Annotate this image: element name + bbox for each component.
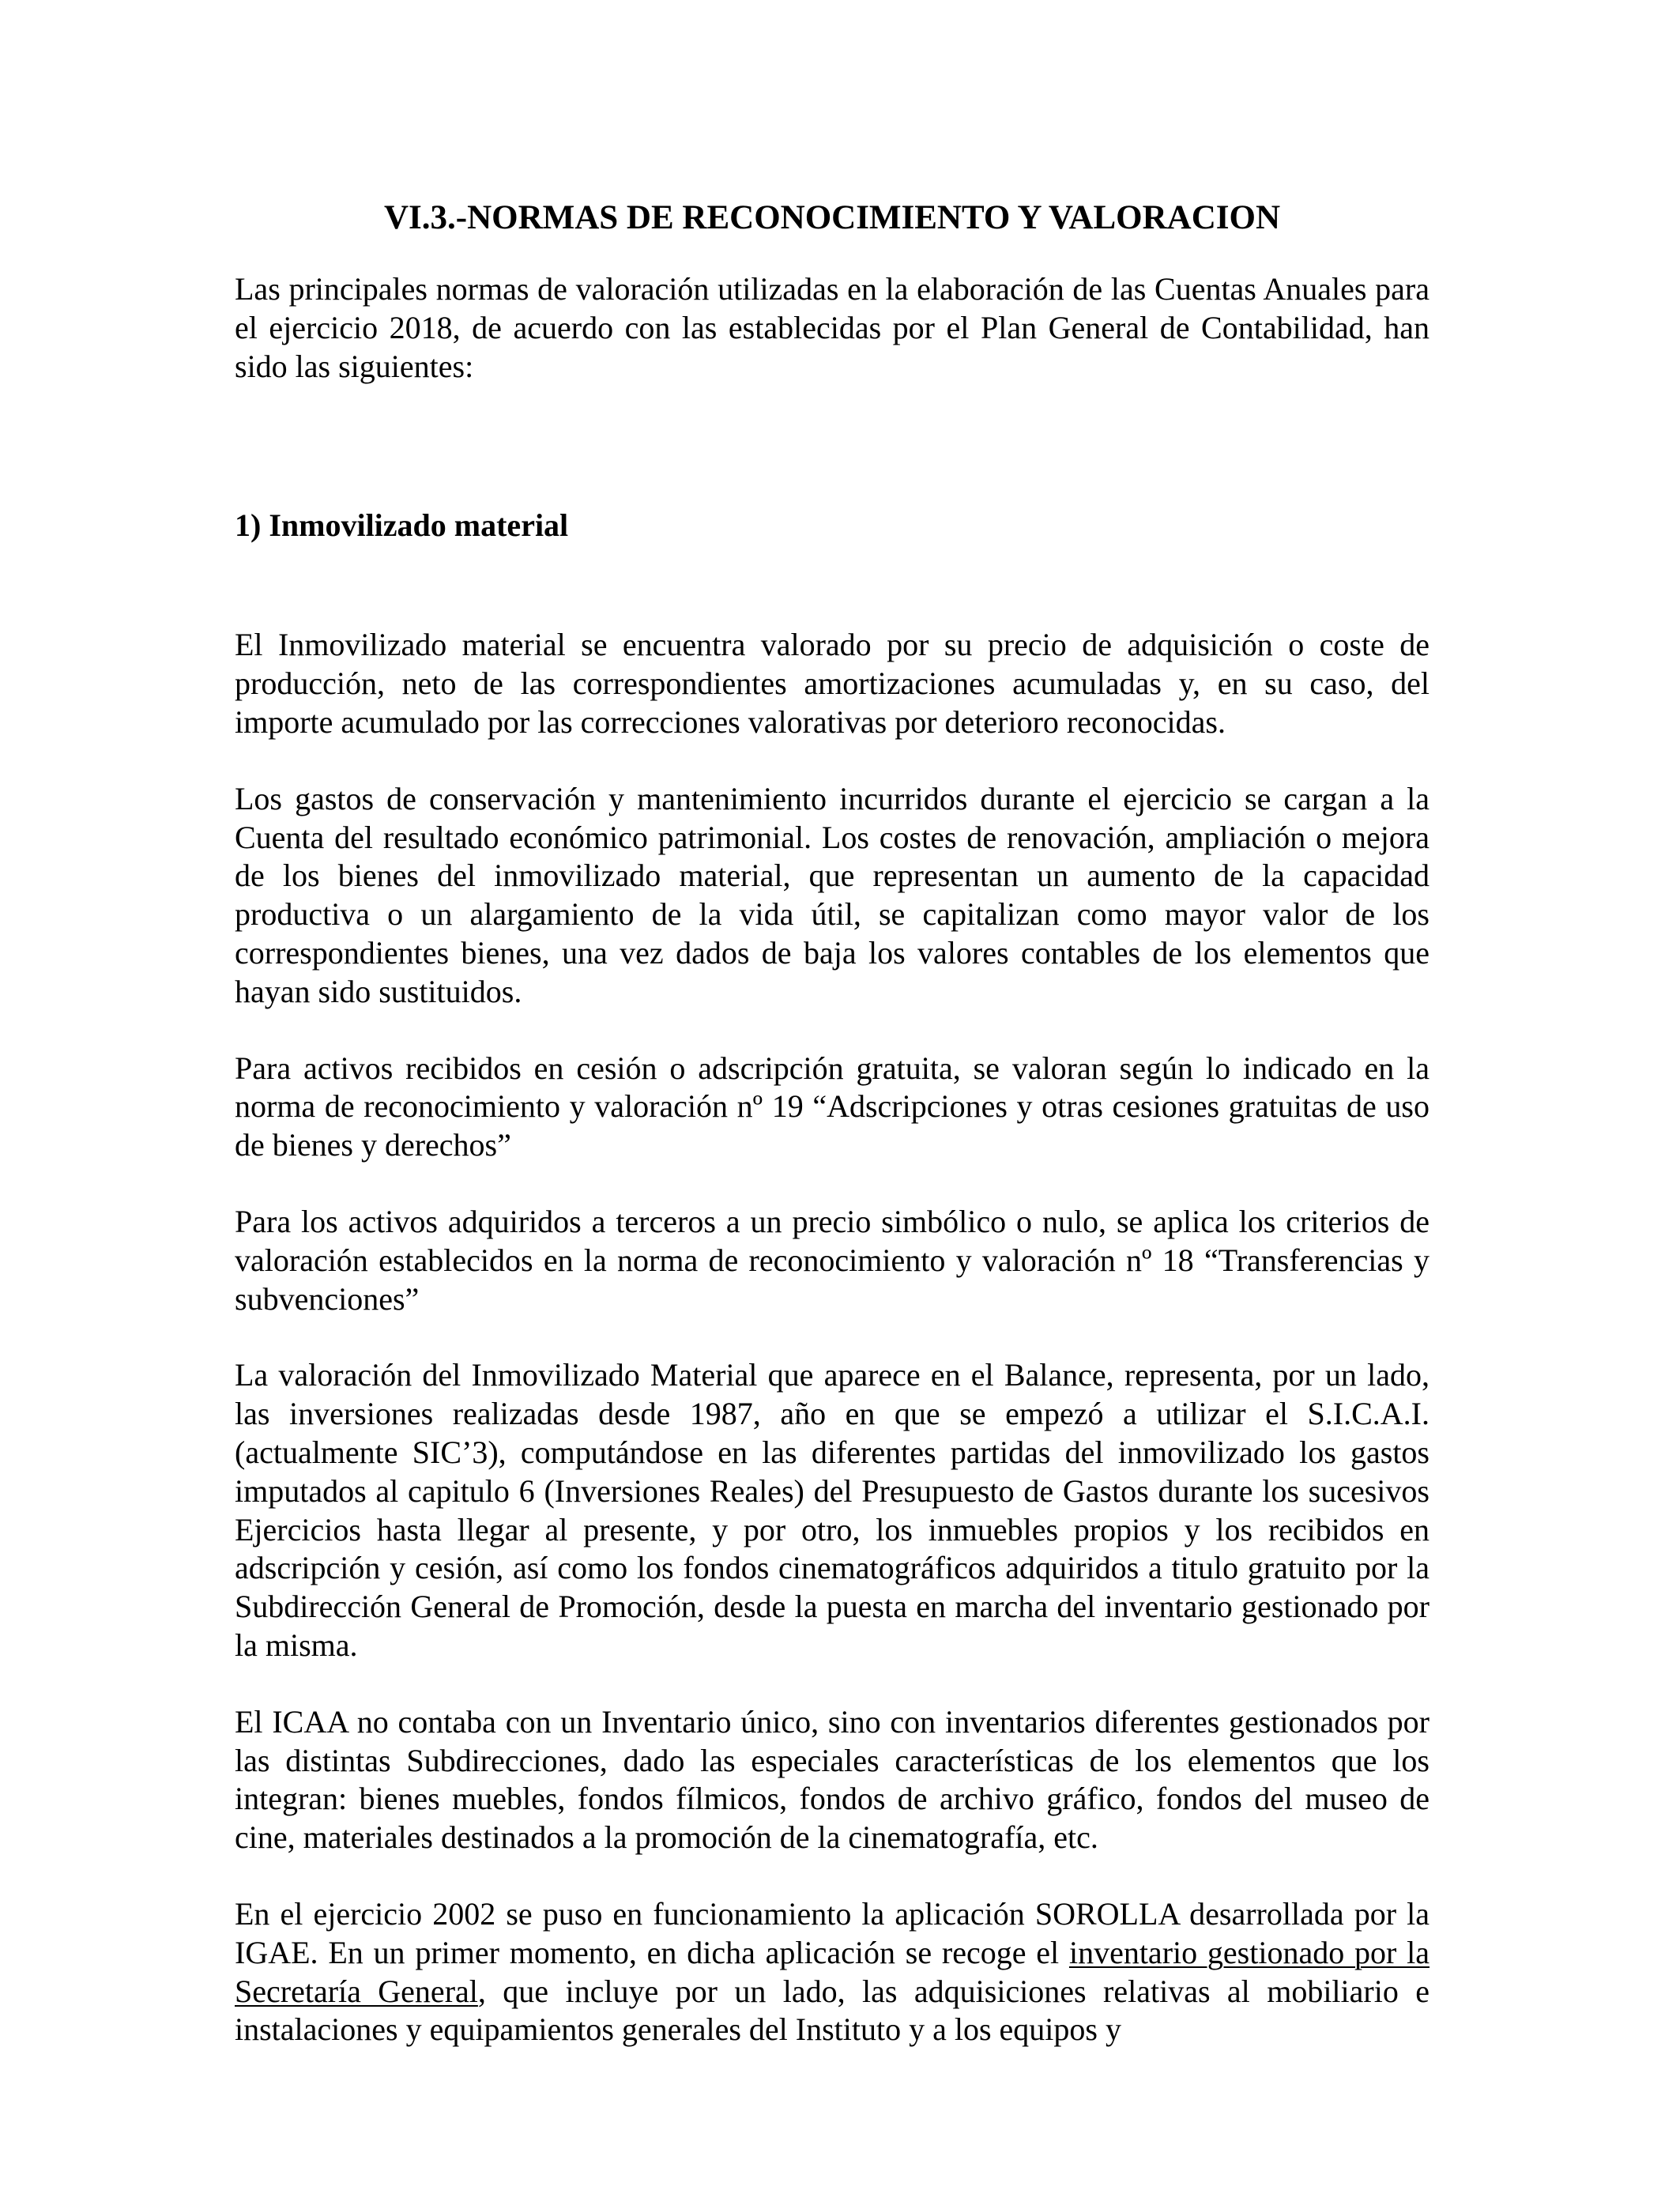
document-page	[235, 198, 1430, 2049]
paragraph-gastos-conservacion: Los gastos de conservación y mantenimiento incurridos durante el ejercicio se cargan a la Cuenta del resultado económico patrimonial. Los costes de renovación, ampliación o mejora de los bienes del inmovilizado material, que representan un aumento de la capacidad productiva o un alargamiento de la vida útil, se capitalizan como mayor valor de los correspondientes bienes, una vez dados de baja los valores contables de los elementos que hayan sido sustituidos.	[235, 780, 1430, 1009]
intro-paragraph: Las principales normas de valoración utilizadas en la elaboración de las Cuentas Anuales para el ejercicio 2018, de acuerdo con las establecidas por el Plan General de Contabilidad, han sido las siguientes:	[235, 271, 1430, 384]
paragraph-sorolla	[235, 1895, 1430, 2049]
paragraph-sorolla-text-end: , que incluye por un lado, las adquisiciones relativas al mobiliario e instalaciones y equipamientos generales del Instituto y a los equipos y	[235, 1973, 1430, 2048]
paragraph-activos-terceros: Para los activos adquiridos a terceros a un precio simbólico o nulo, se aplica los criterios de valoración establecidos en la norma de reconocimiento y valoración nº 18 “Transferencias y subvenciones”	[235, 1203, 1430, 1317]
paragraph-sorolla-text-start: En el ejercicio 2002 se puso en funcionamiento la aplicación SOROLLA desarrollada por la IGAE. En un primer momento, en dicha aplicación se recoge el	[235, 1895, 1430, 1970]
paragraph-valoracion-balance: La valoración del Inmovilizado Material que aparece en el Balance, representa, por un lado, las inversiones realizadas desde 1987, año en que se empezó a utilizar el S.I.C.A.I. (actualmente SIC’3), computándose en las diferentes partidas del inmovilizado los gastos imputados al capitulo 6 (Inversiones Reales) del Presupuesto de Gastos durante los sucesivos Ejercicios hasta llegar al presente, y por otro, los inmuebles propios y los recibidos en adscripción y cesión, así como los fondos cinematográficos adquiridos a titulo gratuito por la Subdirección General de Promoción, desde la puesta en marcha del inventario gestionado por la misma.	[235, 1357, 1430, 1663]
section-heading-inmovilizado-material: 1) Inmovilizado material	[235, 507, 569, 544]
paragraph-valoracion: El Inmovilizado material se encuentra valorado por su precio de adquisición o coste de producción, neto de las correspondientes amortizaciones acumuladas y, en su caso, del importe acumulado por las correcciones valorativas por deterioro reconocidas.	[235, 627, 1430, 740]
underlined-inventario-secretaria: inventario gestionado por la Secretaría General	[235, 1934, 1430, 2009]
paragraph-inventario-icaa: El ICAA no contaba con un Inventario único, sino con inventarios diferentes gestionados por las distintas Subdirecciones, dado las especiales características de los elementos que los integran: bienes muebles, fondos fílmicos, fondos de archivo gráfico, fondos del museo de cine, materiales destinados a la promoción de la cinematografía, etc.	[235, 1703, 1430, 1856]
paragraph-activos-cesion: Para activos recibidos en cesión o adscripción gratuita, se valoran según lo indicado en la norma de reconocimiento y valoración nº 19 “Adscripciones y otras cesiones gratuitas de uso de bienes y derechos”	[235, 1050, 1430, 1163]
spacer	[235, 386, 1430, 507]
document-title: VI.3.-NORMAS DE RECONOCIMIENTO Y VALORACION	[383, 199, 1281, 236]
spacer	[235, 545, 1430, 626]
